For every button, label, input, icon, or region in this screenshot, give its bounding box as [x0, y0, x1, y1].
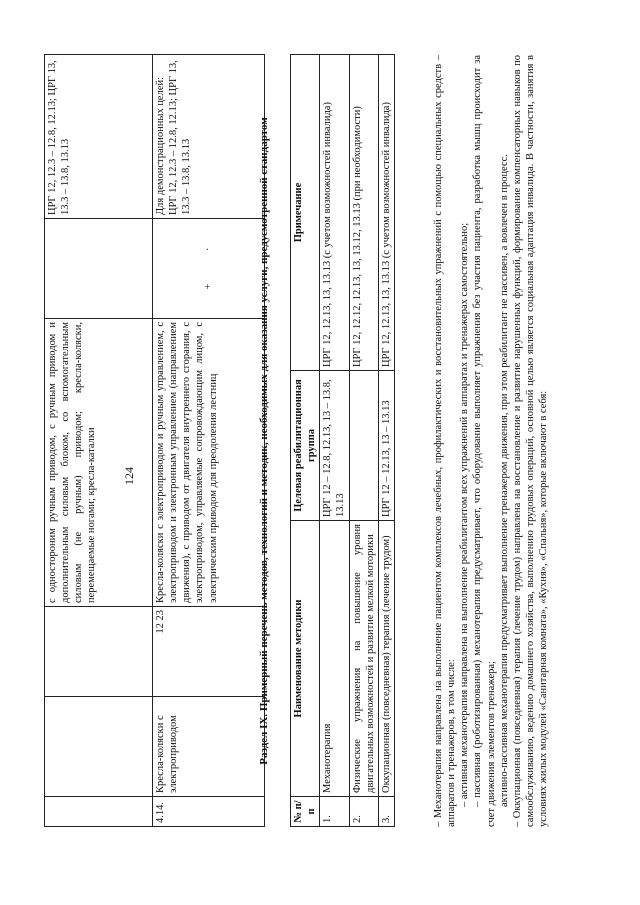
- dot-mark: ·: [202, 247, 214, 251]
- row-cat: Для демонстрационных целей: ЦРГ 12, 12.3 – 12.8, 12.13; ЦРГ 13, 13.3 – 13.8, 13.13: [153, 55, 265, 219]
- methods-table: [290, 54, 395, 827]
- table-header: [291, 55, 320, 827]
- header-group: Целевая реабилитационная группа: [291, 371, 320, 521]
- header-note: Примечание: [291, 55, 320, 371]
- paragraph: – пассивная (роботизированная) механотерапия предусматривает, что оборудование выполняет упражнения без участия пациента, разработка мышц происходит за счет движения элементов тренажера;: [472, 55, 497, 827]
- table-row: 1. Механотерапия ЦРГ 12 – 12.8, 12.13, 13 – 13.8, 13.13 ЦРГ 12, 12.13, 13, 13.13 (с учетом возможностей инвалида): [320, 55, 349, 827]
- row-name: Кресла-коляски с электроприводом: [153, 697, 265, 797]
- row-code: 12 23: [153, 607, 265, 697]
- row-desc-cont: с одностороним ручным приводом, с ручным приводом и дополнительным силовым блоком, со вспомогательным силовым (не ручным) приводом; кресла-коляски, перемещаемые ногами; кресла-каталки: [45, 319, 153, 607]
- row-cat-cont: ЦРГ 12, 12.3 – 12.8, 12.13; ЦРГ 13, 13.3 – 13.8, 13.13: [45, 55, 153, 219]
- paragraph: активно-пассивная механотерапия предусматривает выполнение тренажером движения, при этом реабилитант не пассивен, а вовлечен в процесс.: [498, 154, 510, 807]
- table-row: [153, 55, 265, 827]
- row-desc: Кресла-коляски с электроприводом и ручным управлением, с электроприводом и электронным управлением (направлением движения), с приводом от двигателя внутреннего сгорания, с электроприводом, управляемые сопровождающим лицом, с электрическим приводом для преодоления лестниц: [153, 319, 265, 607]
- body-text: [432, 55, 550, 827]
- table-row: 2. Физические упражнения на повышение уровня двигательных возможностей и развитие мелкой моторики ЦРГ 12, 12.12, 12.13, 13, 13.12, 13.13 (при необходимости): [349, 55, 378, 827]
- paragraph: – активная механотерапия направлена на выполнение реабилитантом всех упражнений в аппаратах и тренажерах самостоятельно;: [459, 222, 471, 807]
- page-number: 124: [122, 467, 136, 485]
- plus-mark: +: [202, 283, 214, 290]
- wheelchair-table: [44, 54, 265, 827]
- table-row: 3. Оккупационная (повседневная) терапия (лечение трудом) ЦРГ 12 – 12.13, 13 – 13.13 ЦРГ 12, 12.13, 13, 13.13 (с учетом возможностей инвалида): [378, 55, 394, 827]
- paragraph: – Механотерапия направлена на выполнение пациентом комплексов лечебных, профилактических и восстановительных упражнений с помощью специальных средств – аппаратов и тренажеров, в том числе:: [433, 55, 458, 827]
- header-name: Наименование методики: [291, 521, 320, 797]
- row-number: 4.14.: [153, 797, 265, 827]
- section-title: Раздел IX. Примерный перечень методов, технологий и методик, необходимых для оказания услуги, предусмотренной стандартом: [258, 117, 270, 765]
- table-row: [45, 55, 153, 827]
- header-num: № п/п: [291, 797, 320, 827]
- paragraph: – Оккупационная (повседневная) терапия (лечение трудом) направлена на восстановление и развитие нарушенных функций, формирование компенсаторных навыков по самообслуживанию, ведению домашнего хозяйства, выполнению трудовых операций, основной целью является социальная адаптация инвалида. В частности, занятия в условиях жилых модулей «Санитарная комната», «Кухня», «Спальня», которые включают в себя:: [511, 55, 549, 827]
